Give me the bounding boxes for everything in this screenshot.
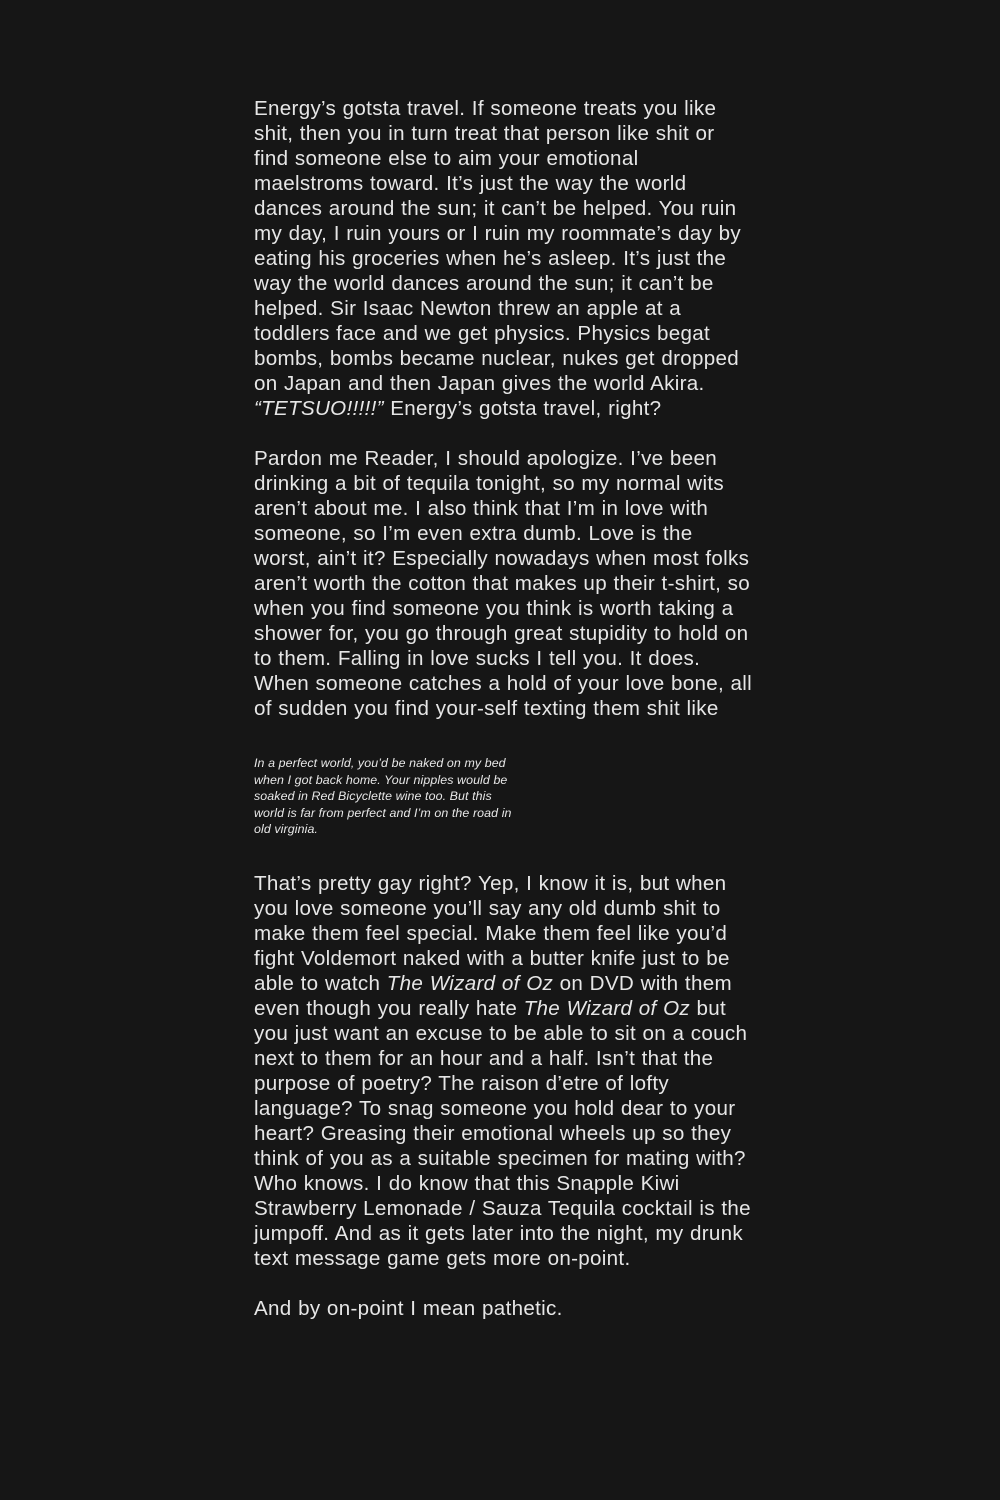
- paragraph-energy: [254, 96, 754, 421]
- film-title: The Wizard of Oz: [386, 971, 554, 995]
- paragraph-love-part3: but you just want an excuse to be able to sit on a couch next to them for an hour and a half. Isn’t that the purpose of poetry? The raison d’etre of lofty language? To snag someone you hold dear to your heart? Greasing their emotional wheels up so they think of you as a suitable specimen for mating with? Who knows. I do know that this Snapple Kiwi Strawberry Lemonade / Sauza Tequila cocktail is the jumpoff. And as it gets later into the night, my drunk text message game gets more on-point.: [254, 996, 751, 1270]
- article-body: [254, 96, 754, 1321]
- paragraph-energy-text: Energy’s gotsta travel. If someone treats you like shit, then you in turn treat that person like shit or find someone else to aim your emotional maelstroms toward. It’s just the way the world dances around the sun; it can’t be helped. You ruin my day, I ruin yours or I ruin my roommate’s day by eating his groceries when he’s asleep. It’s just the way the world dances around the sun; it can’t be helped. Sir Isaac Newton threw an apple at a toddlers face and we get physics. Physics begat bombs, bombs became nuclear, nukes get dropped on Japan and then Japan gives the world Akira.: [254, 97, 741, 395]
- paragraph-energy-end: Energy’s gotsta travel, right?: [383, 397, 662, 420]
- paragraph-love-part1: That’s pretty gay right? Yep, I know it is, but when you love someone you’ll say any old dumb shit to make them feel special. Make them feel like you’d fight Voldemort naked with a butter knife just to be able to watch: [254, 871, 730, 995]
- paragraph-love-part2: on DVD with them even though you really hate: [254, 971, 732, 1020]
- closing-line: And by on-point I mean pathetic.: [254, 1296, 563, 1320]
- film-title: The Wizard of Oz: [523, 996, 690, 1020]
- tetsuo-quote: “TETSUO!!!!!”: [254, 397, 384, 420]
- paragraph-apology: Pardon me Reader, I should apologize. I’ve been drinking a bit of tequila tonight, so my normal wits aren’t about me. I also think that I’m in love with someone, so I’m even extra dumb. Love is the worst, ain’t it? Especially nowadays when most folks aren’t worth the cotton that makes up their t-shirt, so when you find someone you think is worth taking a shower for, you go through great stupidity to hold on to them. Falling in love sucks I tell you. It does. When someone catches a hold of your love bone, all of sudden you find your-self texting them shit like: [254, 447, 753, 720]
- text-message-quote: In a perfect world, you’d be naked on my bed when I got back home. Your nipples would be soaked in Red Bicyclette wine too. But this world is far from perfect and I’m on the road in old virginia.: [254, 756, 512, 837]
- paragraph-love: [254, 871, 754, 1271]
